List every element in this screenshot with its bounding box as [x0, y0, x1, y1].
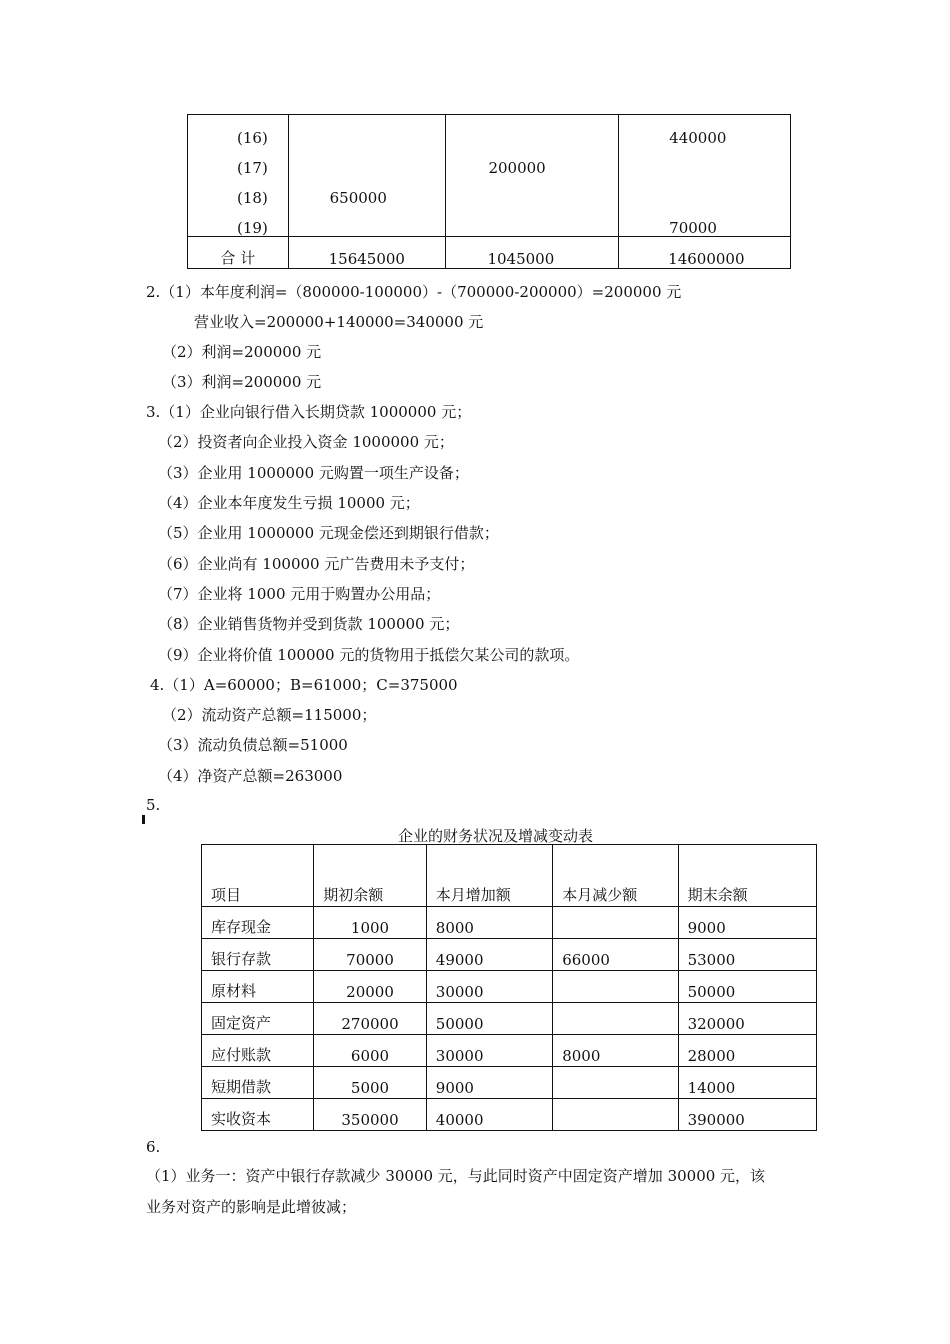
answer-line: （5）企业用 1000000 元现金偿还到期银行借款；	[158, 524, 499, 542]
decrease-cell: 8000	[553, 1035, 678, 1067]
column-header: 期初余额	[314, 845, 427, 907]
answer-line: （9）企业将价值 100000 元的货物用于抵偿欠某公司的款项。	[158, 646, 580, 664]
item-cell: 银行存款	[202, 939, 314, 971]
value: 200000	[488, 159, 546, 177]
value: 440000	[669, 129, 727, 147]
section-number: 6.	[146, 1138, 161, 1156]
row-label: (17)	[237, 159, 268, 177]
answer-line: （4）企业本年度发生亏损 10000 元；	[158, 494, 420, 512]
item-cell: 固定资产	[202, 1003, 314, 1035]
total-value: 15645000	[288, 237, 446, 269]
answer-line: （2）利润=200000 元	[162, 343, 322, 361]
decrease-cell	[553, 971, 678, 1003]
answer-line: （7）企业将 1000 元用于购置办公用品；	[158, 585, 441, 603]
total-value: 14600000	[619, 237, 791, 269]
closing-balance-cell: 28000	[678, 1035, 816, 1067]
column3-cell	[619, 115, 791, 237]
closing-balance-cell: 50000	[678, 971, 816, 1003]
closing-balance-cell: 390000	[678, 1099, 816, 1131]
opening-balance-cell: 270000	[314, 1003, 427, 1035]
total-label: 合 计	[188, 237, 289, 269]
table-row	[202, 971, 817, 1003]
section-number: 5.	[146, 796, 161, 814]
increase-cell: 30000	[426, 971, 552, 1003]
answer-line: 营业收入=200000+140000=340000 元	[194, 313, 484, 331]
ledger-continuation-table	[187, 114, 791, 269]
total-row	[188, 237, 791, 269]
decrease-cell	[553, 1067, 678, 1099]
answer-line: （2）流动资产总额=115000；	[162, 706, 377, 724]
table-row	[202, 907, 817, 939]
answer-line: （2）投资者向企业投入资金 1000000 元；	[158, 433, 454, 451]
decrease-cell: 66000	[553, 939, 678, 971]
answer-line: （1）业务一：资产中银行存款减少 30000 元，与此同时资产中固定资产增加 30000 元，该	[146, 1167, 766, 1185]
increase-cell: 30000	[426, 1035, 552, 1067]
value: 650000	[329, 189, 387, 207]
column-header: 期末余额	[678, 845, 816, 907]
opening-balance-cell: 5000	[314, 1067, 427, 1099]
closing-balance-cell: 9000	[678, 907, 816, 939]
row-label: (16)	[237, 129, 268, 147]
item-cell: 原材料	[202, 971, 314, 1003]
answer-line: 业务对资产的影响是此增彼减；	[146, 1198, 357, 1216]
opening-balance-cell: 1000	[314, 907, 427, 939]
answer-line: 4.（1）A=60000；B=61000；C=375000	[150, 676, 458, 694]
table-row	[202, 939, 817, 971]
opening-balance-cell: 6000	[314, 1035, 427, 1067]
answer-line: （6）企业尚有 100000 元广告费用未予支付；	[158, 555, 475, 573]
increase-cell: 9000	[426, 1067, 552, 1099]
answer-line: （3）企业用 1000000 元购置一项生产设备；	[158, 464, 469, 482]
decrease-cell	[553, 1003, 678, 1035]
column-header: 本月减少额	[553, 845, 678, 907]
closing-balance-cell: 53000	[678, 939, 816, 971]
table-header-row	[202, 845, 817, 907]
financial-changes-table	[201, 844, 817, 1131]
answer-line: 2.（1）本年度利润=（800000-100000）-（700000-200000）=200000 元	[146, 283, 682, 301]
increase-cell: 49000	[426, 939, 552, 971]
table-row	[202, 1067, 817, 1099]
decrease-cell	[553, 907, 678, 939]
table-row	[202, 1099, 817, 1131]
closing-balance-cell: 320000	[678, 1003, 816, 1035]
increase-cell: 8000	[426, 907, 552, 939]
table-row	[202, 1035, 817, 1067]
value: 70000	[669, 219, 717, 237]
row-label: (18)	[237, 189, 268, 207]
answer-line: （3）流动负债总额=51000	[158, 736, 348, 754]
column1-cell	[288, 115, 446, 237]
closing-balance-cell: 14000	[678, 1067, 816, 1099]
column-header: 项目	[202, 845, 314, 907]
decrease-cell	[553, 1099, 678, 1131]
opening-balance-cell: 20000	[314, 971, 427, 1003]
answer-line: （4）净资产总额=263000	[158, 767, 343, 785]
table-title: 企业的财务状况及增减变动表	[398, 827, 594, 845]
text-cursor-mark	[142, 815, 145, 824]
answer-line: （8）企业销售货物并受到货款 100000 元；	[158, 615, 460, 633]
answer-line: （3）利润=200000 元	[162, 373, 322, 391]
row-label-cell	[188, 115, 289, 237]
column-header: 本月增加额	[426, 845, 552, 907]
item-cell: 短期借款	[202, 1067, 314, 1099]
increase-cell: 40000	[426, 1099, 552, 1131]
total-value: 1045000	[446, 237, 619, 269]
item-cell: 实收资本	[202, 1099, 314, 1131]
item-cell: 应付账款	[202, 1035, 314, 1067]
opening-balance-cell: 70000	[314, 939, 427, 971]
increase-cell: 50000	[426, 1003, 552, 1035]
answer-line: 3.（1）企业向银行借入长期贷款 1000000 元；	[146, 403, 472, 421]
item-cell: 库存现金	[202, 907, 314, 939]
opening-balance-cell: 350000	[314, 1099, 427, 1131]
row-label: (19)	[237, 219, 268, 237]
table-row	[202, 1003, 817, 1035]
column2-cell	[446, 115, 619, 237]
